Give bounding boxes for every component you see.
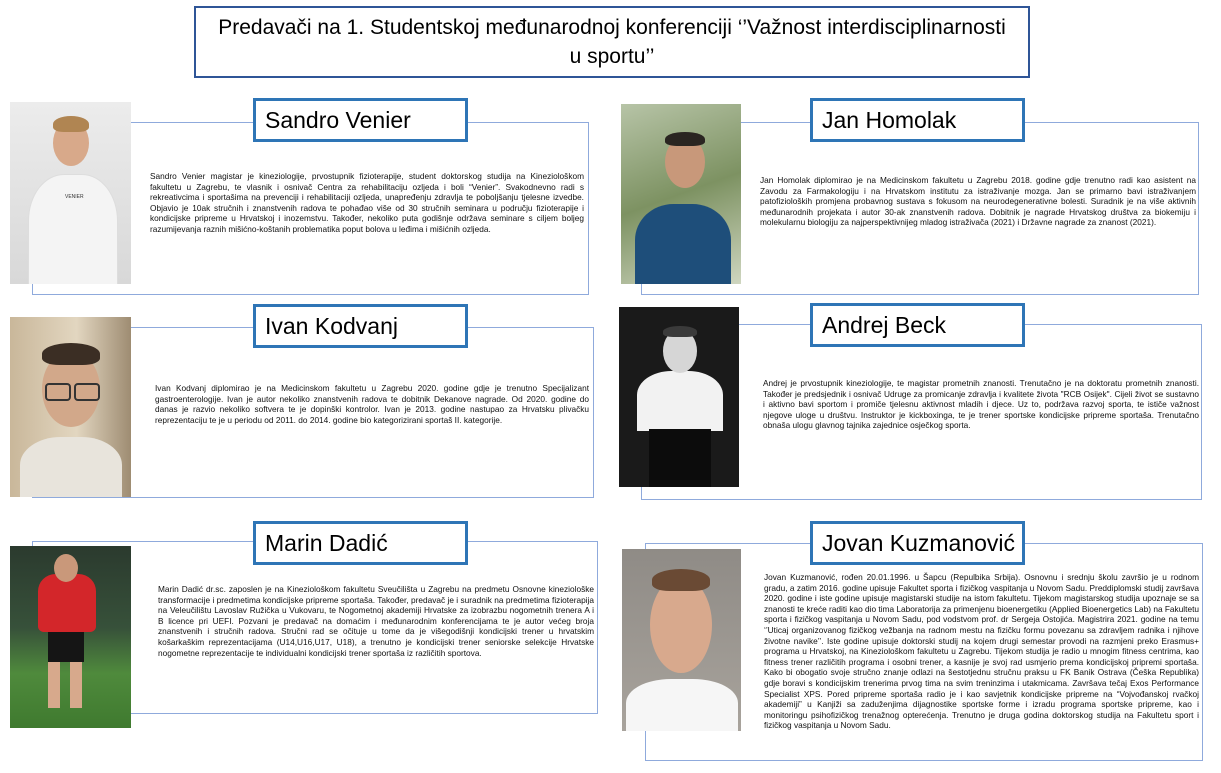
speaker-photo-dadic xyxy=(10,546,131,728)
shirt-logo: VENIER xyxy=(65,194,84,200)
page-title: Predavači na 1. Studentskoj međunarodnoj konferenciji ‘’Važnost interdisciplinarnosti u sportu’’ xyxy=(194,6,1030,78)
speaker-bio-kodvanj: Ivan Kodvanj diplomirao je na Medicinskom fakultetu u Zagrebu 2020. godine gdje je trenutno Specijalizant gastroenterologije. Ivan je autor nekoliko znanstvenih radova te dobitnik Dekanove nagrade. Od 2020. godine do danas je razvio nekoliko softvera te je dopinški kontrolor. Ivan je 2013. godine nastupao za Hrvatsku plivačku reprezentaciju te je u periodu od 2011. do 2014. godine bio kategorizirani sportaš II. kategorije. xyxy=(155,383,589,425)
speaker-name-kodvanj: Ivan Kodvanj xyxy=(253,304,468,348)
speaker-bio-homolak: Jan Homolak diplomirao je na Medicinskom fakultetu u Zagrebu 2018. godine gdje trenutno radi kao asistent na Zavodu za Farmakologiju i na Hrvatskom institutu za istraživanje mozga. Jan se primarno bavi istraživanjem patofizioloških promjena probavnog sustava s fokusom na neurodegenerativne bolesti. Suradnik je na više aktivnih međunarodnih projekata i autor 30-ak znanstvenih radova. Dobitnik je nagrade Hrvatskog društva za biokemiju i molekularnu biologiju za najperspektivnijeg mladog istraživača (2021) i Državne nagrade za znanost (2021). xyxy=(760,175,1196,228)
speaker-bio-dadic: Marin Dadić dr.sc. zaposlen je na Kineziološkom fakultetu Sveučilišta u Zagrebu na predmetu Osnovne kineziološke transformacije i predmetima kondicijske pripreme sportaša. Također, predavač je i suradnik na predmetima fizioterapija na Veleučilištu Lavoslav Ružička u Vukovaru, te Nogometnoj akademiji Hrvatske za izobrazbu nogometnih trenera A i B licence pri UEFI. Pozvani je predavač na domaćim i međunarodnim konferencijama te je autor većeg broja znanstvenih i stručnih radova. Stručni rad se očituje u tome da je višegodišnji kondicijski trener u hrvatskim košarkaškim reprezentacijama (U14,U16,U17, U18), a trenutno je kondicijski trener seniorske selekcije Hrvatske nogometne reprezentacije te individualni kondicijski trener sportaša iz različitih sportova. xyxy=(158,584,594,658)
speaker-photo-kuzmanovic xyxy=(622,549,741,731)
speaker-name-homolak: Jan Homolak xyxy=(810,98,1025,142)
speaker-photo-venier xyxy=(10,102,131,284)
speaker-bio-beck: Andrej je prvostupnik kineziologije, te magistar prometnih znanosti. Trenutačno je na doktoratu prometnih znanosti. Također je predsjednik i osnivač Udruge za promicanje zdravlja i kvalitete života "RCB Osijek". Cijeli život se sustavno i aktivno bavi sportom i promiče tjelesnu aktivnost mladih i djece. Uz to, podržava razvoj sporta, te ističe važnost njegove uloge u društvu. Instruktor je kickboxinga, te je trener sportske kondicijske pripreme sportaša. Trenutačno obnaša ulogu glavnog tajnika zajednice osječkog sporta. xyxy=(763,378,1199,431)
speaker-bio-venier: Sandro Venier magistar je kineziologije, prvostupnik fizioterapije, student doktorskog studija na Kineziološkom fakultetu u Zagrebu, te vlasnik i osnivač Centra za rehabilitaciju ozljeda i boli “Venier”. Svakodnevno radi s rekreativcima i sportašima na prevenciji i rehabilitaciji ozljeda, unapređenju zdravlja te poboljšanju tjelesne izvedbe. Objavio je 10ak stručnih i znanstvenih radova te pohađao više od 30 stručnih seminara u području fizioterapije i kondicijske pripreme u Hrvatskoj i inozemstvu. Također, nekoliko puta godišnje održava seminare s ciljem boljeg razumijevanja raznih mišićno-koštanih problematika poput bolova u leđima i mišićnih ozljeda. xyxy=(150,171,584,234)
speaker-bio-kuzmanovic: Jovan Kuzmanović, rođen 20.01.1996. u Šapcu (Repulbika Srbija). Osnovnu i srednju školu završio je u rodnom gradu, a zatim 2016. godine upisuje Fakultet sporta i fizičkog vaspitanja u Novom Sadu. Preddiplomski studij završava 2020. godine i iste godine upisuje magistarski studije na istom fakultetu. Tijekom magistarskog studija upoznaje se sa znanosti te kreće raditi kao dio tima Laboratorija za primenjenu bioenergetiku (Applied Bioenergetics Lab) na Fakultetu sporta i fizičkog vaspitanja u Novom Sadu, pod vodstvom prof. dr Sergeja Ostojića. Magistrira 2021. godine na temu ‘’Uticaj organizovanog fizičkog vežbanja na radnom mestu na fizičku formu povezanu sa zdravljem radnika i njihove životne navike’’. Iste godine upisuje doktorski studij na kojem drugi semestar provodi na razmjeni preko Erasmus+ programa u Hrvatskoj, na Kineziološkom fakultetu u Zagrebu. Tijekom studija je radio u mnogim fitness centrima, kao fitness trener različitih programa i osobni trener, a kasnije je svoj rad usmjerio prema kondicijskoj pripremi sportaša. Kako bi obogatio svoje stručno znanje odlazi na šestotjednu stručnu praksu u FK Banik Ostrava (Češka Republika) gdje boravi s kondicijskim trenerima prvog tima na svim treninzima i utakmicama. Završava tečaj Exos Performance Specialist XPS. Pored pripreme sportaša radio je i kao savjetnik kondicijske pripreme na “Vojvođanskoj rvačkoj akademiji” u Kanjiži sa zaduženjima dijagnostike sportske forme i izradu programa sportske pripreme, kao i monitoringu psihofizičkog trenažnog opterećenja. Trenutno je druga godina doktorskog studija na Fakultetu sport i fizičkog vaspitanja u Novom Sadu. xyxy=(764,572,1199,731)
speaker-photo-beck xyxy=(619,307,739,487)
speaker-name-dadic: Marin Dadić xyxy=(253,521,468,565)
speaker-name-kuzmanovic: Jovan Kuzmanović xyxy=(810,521,1025,565)
speaker-name-beck: Andrej Beck xyxy=(810,303,1025,347)
speaker-name-venier: Sandro Venier xyxy=(253,98,468,142)
speaker-photo-homolak xyxy=(621,104,741,284)
speaker-photo-kodvanj xyxy=(10,317,131,497)
